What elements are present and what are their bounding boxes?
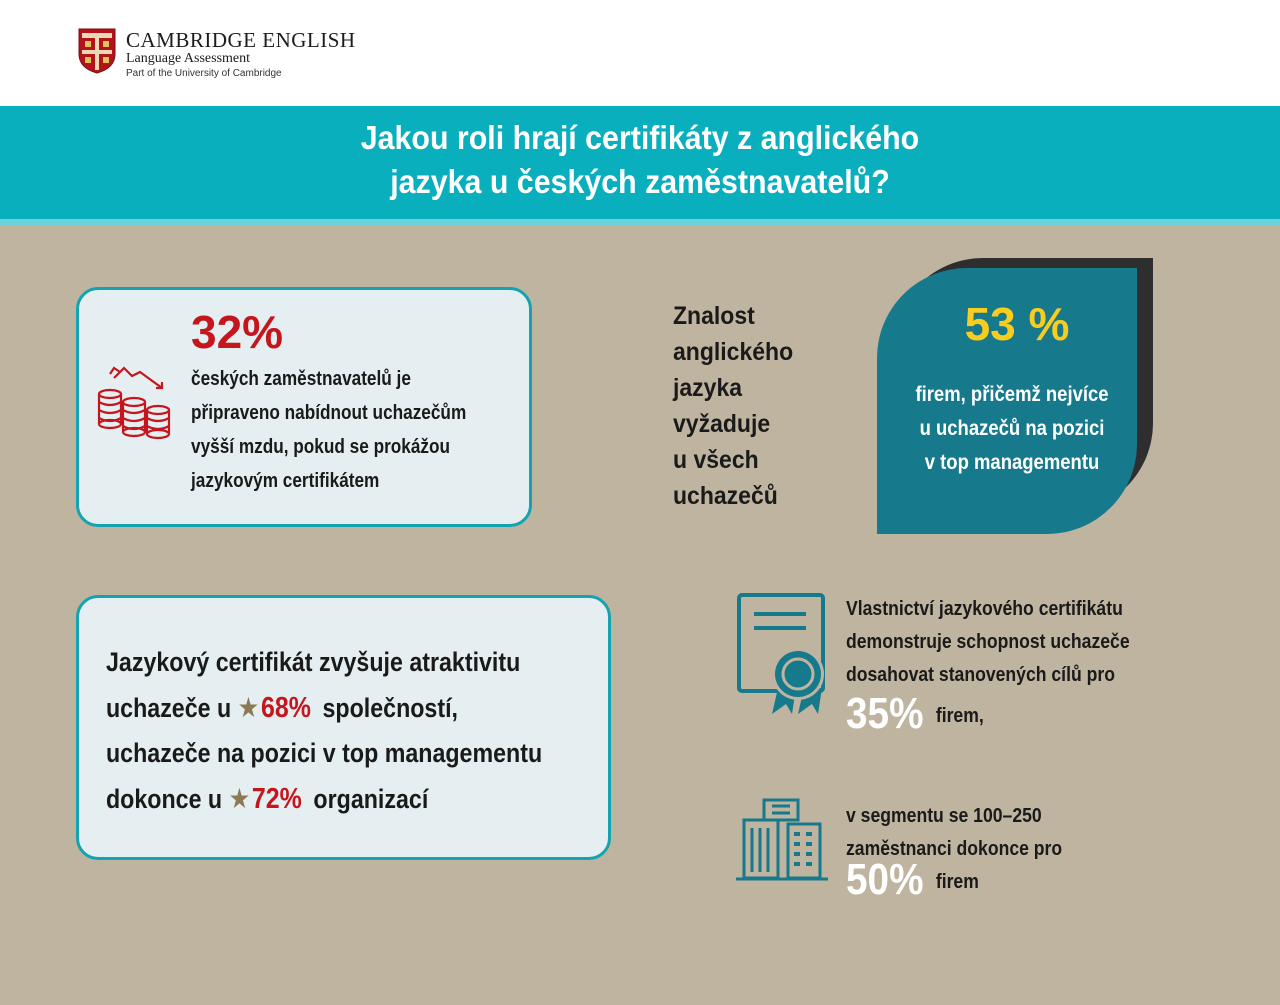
requirement-text-line: firem, přičemž nejvíce <box>915 383 1109 406</box>
logo-title: CAMBRIDGE ENGLISH <box>126 28 356 52</box>
logo-tagline: Part of the University of Cambridge <box>126 68 282 79</box>
attractiveness-line2-suffix: společností, <box>322 693 458 723</box>
certificate-text-line: dosahovat stanovených cílů pro <box>846 664 1115 686</box>
certificate-percent-line <box>846 690 984 738</box>
header <box>0 0 1280 106</box>
page-title <box>51 116 1229 204</box>
cambridge-shield-icon <box>78 28 116 74</box>
attractiveness-line3: uchazeče na pozici v top managementu <box>106 738 543 768</box>
salary-text-line: jazykovým certifikátem <box>191 470 380 492</box>
requirement-label-line: jazyka <box>673 374 743 402</box>
certificate-percent: 35% <box>846 689 924 738</box>
certificate-text-line: Vlastnictví jazykového certifikátu <box>846 598 1123 620</box>
certificate-text-line: demonstruje schopnost uchazeče <box>846 631 1130 653</box>
salary-text-line: připraveno nabídnout uchazečům <box>191 402 467 424</box>
attractiveness-line4 <box>106 776 542 822</box>
requirement-label <box>673 298 793 514</box>
buildings-icon <box>736 798 828 882</box>
salary-text-line: vyšší mzdu, pokud se prokážou <box>191 436 451 458</box>
requirement-label-line: u všech <box>673 446 759 474</box>
requirement-label-line: vyžaduje <box>673 410 771 438</box>
star-icon: ★ <box>237 692 260 723</box>
star-icon: ★ <box>228 783 251 814</box>
segment-percent: 50% <box>846 855 924 904</box>
page-title-line1: Jakou roli hrají certifikáty z anglického <box>360 119 920 156</box>
certificate-icon <box>736 592 832 716</box>
requirement-label-line: anglického <box>673 338 794 366</box>
attractiveness-text <box>106 640 542 822</box>
requirement-text-line: v top managementu <box>924 451 1100 474</box>
cambridge-logo[interactable] <box>78 28 356 79</box>
segment-text-line: v segmentu se 100–250 <box>846 805 1042 827</box>
attractiveness-percent-72: 72% <box>251 783 302 815</box>
requirement-text-line: u uchazečů na pozici <box>919 417 1105 440</box>
salary-text-line: českých zaměstnavatelů je <box>191 368 411 390</box>
page-title-line2: jazyka u českých zaměstnavatelů? <box>390 163 890 200</box>
salary-text <box>191 362 475 498</box>
attractiveness-percent-68: 68% <box>260 692 311 724</box>
requirement-text <box>893 378 1131 480</box>
certificate-suffix: firem, <box>935 705 984 727</box>
coins-growth-icon <box>96 364 178 440</box>
segment-suffix: firem <box>935 871 979 893</box>
salary-percent: 32% <box>191 306 284 358</box>
certificate-text <box>846 593 1130 692</box>
attractiveness-line2 <box>106 685 542 731</box>
logo-subtitle: Language Assessment <box>126 51 251 66</box>
segment-percent-line <box>846 856 979 904</box>
segment-text-line: zaměstnanci dokonce pro <box>846 838 1063 860</box>
attractiveness-line2-prefix: uchazeče u <box>106 693 232 723</box>
attractiveness-line4-prefix: dokonce u <box>106 784 223 814</box>
attractiveness-line4-suffix: organizací <box>313 784 429 814</box>
requirement-label-line: Znalost <box>673 302 755 330</box>
requirement-label-line: uchazečů <box>673 482 778 510</box>
attractiveness-line1: Jazykový certifikát zvyšuje atraktivitu <box>106 647 521 677</box>
requirement-percent: 53 % <box>964 298 1070 350</box>
